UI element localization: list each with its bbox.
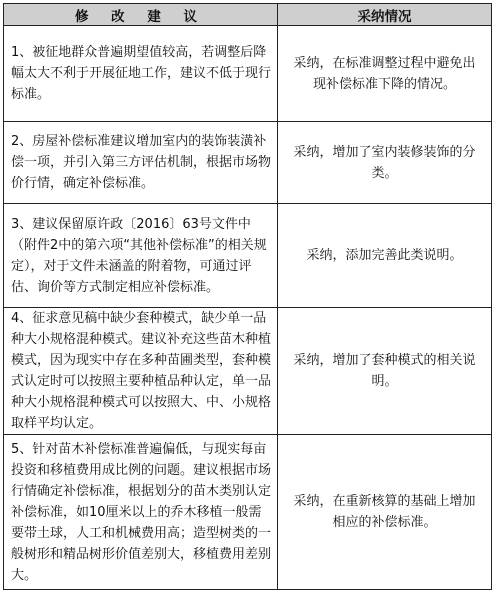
suggestion-cell: 4、征求意见稿中缺少套种模式，缺少单一品种大小规格混种模式。建议补充这些苗木种植模式，因为现实中存在多种苗圃类型，套种模式认定时可以按照主要种植品种认定，单一品种大小规格混种模式可以按照大、中、小规格取样平均认定。 bbox=[4, 308, 278, 435]
table-header-row bbox=[4, 4, 492, 26]
table-row bbox=[4, 26, 492, 122]
suggestions-table bbox=[3, 3, 492, 590]
adoption-cell: 采纳，增加了室内装修装饰的分类。 bbox=[278, 122, 492, 204]
adoption-cell: 采纳，在重新核算的基础上增加相应的补偿标准。 bbox=[278, 435, 492, 590]
header-adoption: 采纳情况 bbox=[278, 4, 492, 26]
table-row bbox=[4, 204, 492, 308]
table-row bbox=[4, 308, 492, 435]
adoption-cell: 采纳，增加了套种模式的相关说明。 bbox=[278, 308, 492, 435]
suggestion-cell: 3、建议保留原许政〔2016〕63号文件中（附件2中的第六项“其他补偿标准”的相关规定），对于文件未涵盖的附着物，可通过评估、询价等方式制定相应补偿标准。 bbox=[4, 204, 278, 308]
suggestion-cell: 1、被征地群众普遍期望值较高，若调整后降幅太大不利于开展征地工作，建议不低于现行标准。 bbox=[4, 26, 278, 122]
suggestion-cell: 5、针对苗木补偿标准普遍偏低，与现实每亩投资和移植费用成比例的问题。建议根据市场行情确定补偿标准，根据划分的苗木类别认定补偿标准，如10厘米以上的乔木移植一般需要带土球，人工和机械费用高；造型树类的一般树形和精品树形价值差别大，移植费用差别大。 bbox=[4, 435, 278, 590]
header-suggestion: 修 改 建 议 bbox=[4, 4, 278, 26]
suggestion-cell: 2、房屋补偿标准建议增加室内的装饰装潢补偿一项，并引入第三方评估机制，根据市场物价行情，确定补偿标准。 bbox=[4, 122, 278, 204]
adoption-cell: 采纳，添加完善此类说明。 bbox=[278, 204, 492, 308]
table-row bbox=[4, 435, 492, 590]
adoption-cell: 采纳，在标准调整过程中避免出现补偿标准下降的情况。 bbox=[278, 26, 492, 122]
table-row bbox=[4, 122, 492, 204]
